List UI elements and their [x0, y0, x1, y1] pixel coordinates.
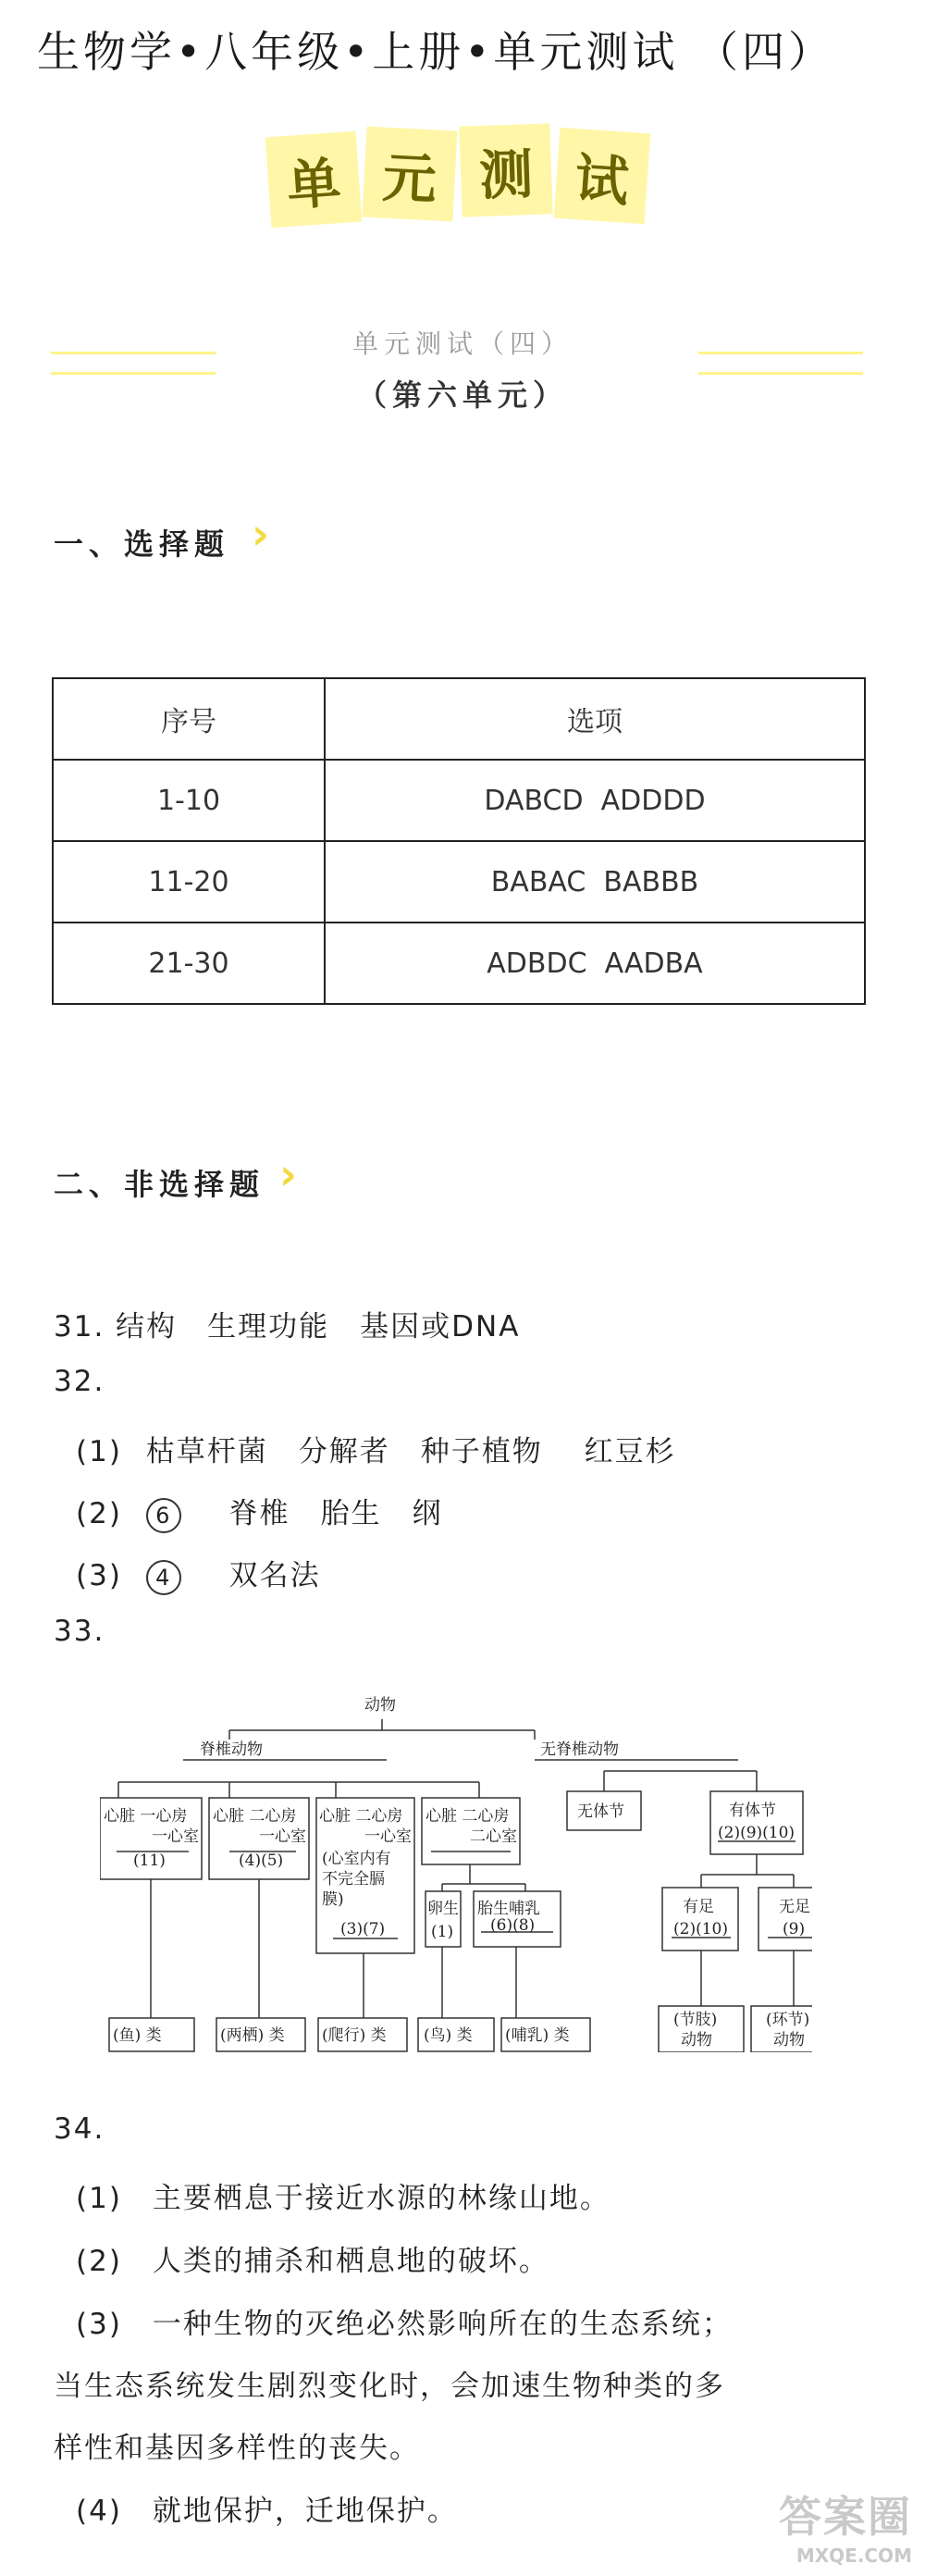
annelid-label: (环节) [766, 2011, 810, 2029]
question-32-part-3 [76, 1552, 321, 1595]
heart-box-3-line3: (心室内有 [322, 1850, 391, 1868]
animal-classification-diagram [100, 1682, 812, 2052]
section-non-choice-title: 二、非选择题 [54, 1167, 265, 1202]
watermark-url: MXQE.COM [796, 2545, 912, 2567]
part-label: (3) [76, 1559, 122, 1592]
viviparous-answer: (6)(8) [490, 1916, 536, 1935]
table-row [53, 923, 865, 1004]
row-answers: DABCD ADDDD [325, 760, 865, 841]
chevron-right-icon: › [252, 509, 269, 559]
class-amphibian: (两栖) 类 [220, 2026, 285, 2045]
part-label: (1) [76, 1435, 122, 1468]
node-vertebrate: 脊椎动物 [200, 1740, 263, 1759]
unit-test-banner [268, 125, 648, 227]
question-34-part-3-line3: 样性和基因多样性的丧失。 [54, 2432, 420, 2465]
answer-text: 结构 生理功能 基因或DNA [116, 1310, 521, 1344]
row-range: 1-10 [53, 760, 325, 841]
row-answers: ADBDC AADBA [325, 923, 865, 1004]
with-feet-label: 有足 [683, 1898, 714, 1916]
node-animal: 动物 [364, 1696, 396, 1715]
circled-number-icon: 4 [146, 1560, 181, 1595]
with-feet-answer: (2)(10) [673, 1920, 728, 1938]
question-32-part-2 [76, 1490, 443, 1533]
banner-tile-4: 试 [554, 128, 651, 225]
node-invertebrate: 无脊椎动物 [540, 1740, 619, 1759]
heart-box-4-line2: 二心室 [470, 1827, 517, 1846]
heart-box-4-line1: 心脏 二心房 [426, 1807, 510, 1826]
heart-box-1-answer: (11) [133, 1852, 166, 1870]
table-row [53, 841, 865, 923]
header-cell-number: 序号 [53, 678, 325, 760]
question-34-part-1: (1) 主要栖息于接近水源的林缘山地。 [76, 2182, 610, 2215]
question-number: 31. [54, 1310, 105, 1344]
heart-box-3-line2: 一心室 [364, 1827, 412, 1846]
question-34-part-3-line1: (3) 一种生物的灭绝必然影响所在的生态系统； [76, 2308, 733, 2341]
row-range: 11-20 [53, 841, 325, 923]
answer-text: 脊椎 胎生 纲 [228, 1497, 443, 1530]
unit-title: 单元测试（四） [352, 328, 573, 359]
segments-answer: (2)(9)(10) [718, 1824, 796, 1842]
chevron-right-icon: › [279, 1149, 297, 1199]
arthropod-line2: 动物 [681, 2031, 712, 2050]
heart-box-3-line5: 膜) [322, 1890, 344, 1909]
answer-text: 枯草杆菌 分解者 种子植物 红豆杉 [145, 1435, 676, 1468]
heart-box-1-line1: 心脏 一心房 [104, 1807, 188, 1826]
class-reptile: (爬行) 类 [322, 2026, 387, 2045]
watermark-logo: 答案圈 [779, 2492, 912, 2542]
question-34-part-2: (2) 人类的捕杀和栖息地的破坏。 [76, 2245, 549, 2278]
answer-table [52, 677, 866, 1005]
heart-box-3-line4: 不完全膈 [322, 1870, 385, 1889]
oviparous-answer: (1) [431, 1923, 454, 1941]
no-feet-label: 无足 [779, 1898, 810, 1916]
question-34-part-3-line2: 当生态系统发生剧烈变化时，会加速生物种类的多 [54, 2370, 725, 2403]
unit-subtitle: （第六单元） [356, 378, 568, 413]
question-32-number: 32. [54, 1365, 105, 1398]
question-34-number: 34. [54, 2112, 105, 2146]
viviparous-label: 胎生哺乳 [477, 1900, 540, 1918]
class-bird: (鸟) 类 [424, 2026, 473, 2045]
heart-box-2-line2: 一心室 [259, 1827, 306, 1846]
question-31 [54, 1303, 520, 1344]
segments-label: 有体节 [729, 1802, 776, 1820]
row-range: 21-30 [53, 923, 325, 1004]
answer-text: 双名法 [228, 1559, 321, 1592]
heart-box-3-line1: 心脏 二心房 [319, 1807, 403, 1826]
banner-tile-3: 测 [459, 123, 552, 217]
row-answers: BABAC BABBB [325, 841, 865, 923]
class-fish: (鱼) 类 [113, 2026, 162, 2045]
heart-box-2-line1: 心脏 二心房 [213, 1807, 297, 1826]
question-33-number: 33. [54, 1615, 105, 1648]
class-mammal: (哺乳) 类 [505, 2026, 570, 2045]
site-watermark [779, 2483, 912, 2567]
header-cell-options: 选项 [325, 678, 865, 760]
annelid-line2: 动物 [773, 2031, 805, 2050]
heart-box-1-line2: 一心室 [152, 1827, 199, 1846]
table-row [53, 760, 865, 841]
banner-tile-1: 单 [265, 131, 363, 229]
question-34-part-4: (4) 就地保护，迁地保护。 [76, 2495, 458, 2528]
heart-box-2-answer: (4)(5) [239, 1852, 284, 1870]
table-header-row [53, 678, 865, 760]
circled-number-icon: 6 [146, 1498, 181, 1533]
oviparous-label: 卵生 [427, 1900, 459, 1918]
banner-tile-2: 元 [363, 127, 458, 222]
arthropod-label: (节肢) [673, 2011, 718, 2029]
heart-box-3-answer: (3)(7) [340, 1920, 386, 1938]
no-feet-answer: (9) [783, 1920, 806, 1938]
part-label: (2) [76, 1497, 122, 1530]
section-multiple-choice-title: 一、选择题 [54, 526, 230, 562]
no-segments-label: 无体节 [577, 1802, 624, 1821]
page-header-title: 生物学•八年级•上册•单元测试 （四） [37, 27, 835, 77]
question-32-part-1 [76, 1428, 676, 1469]
